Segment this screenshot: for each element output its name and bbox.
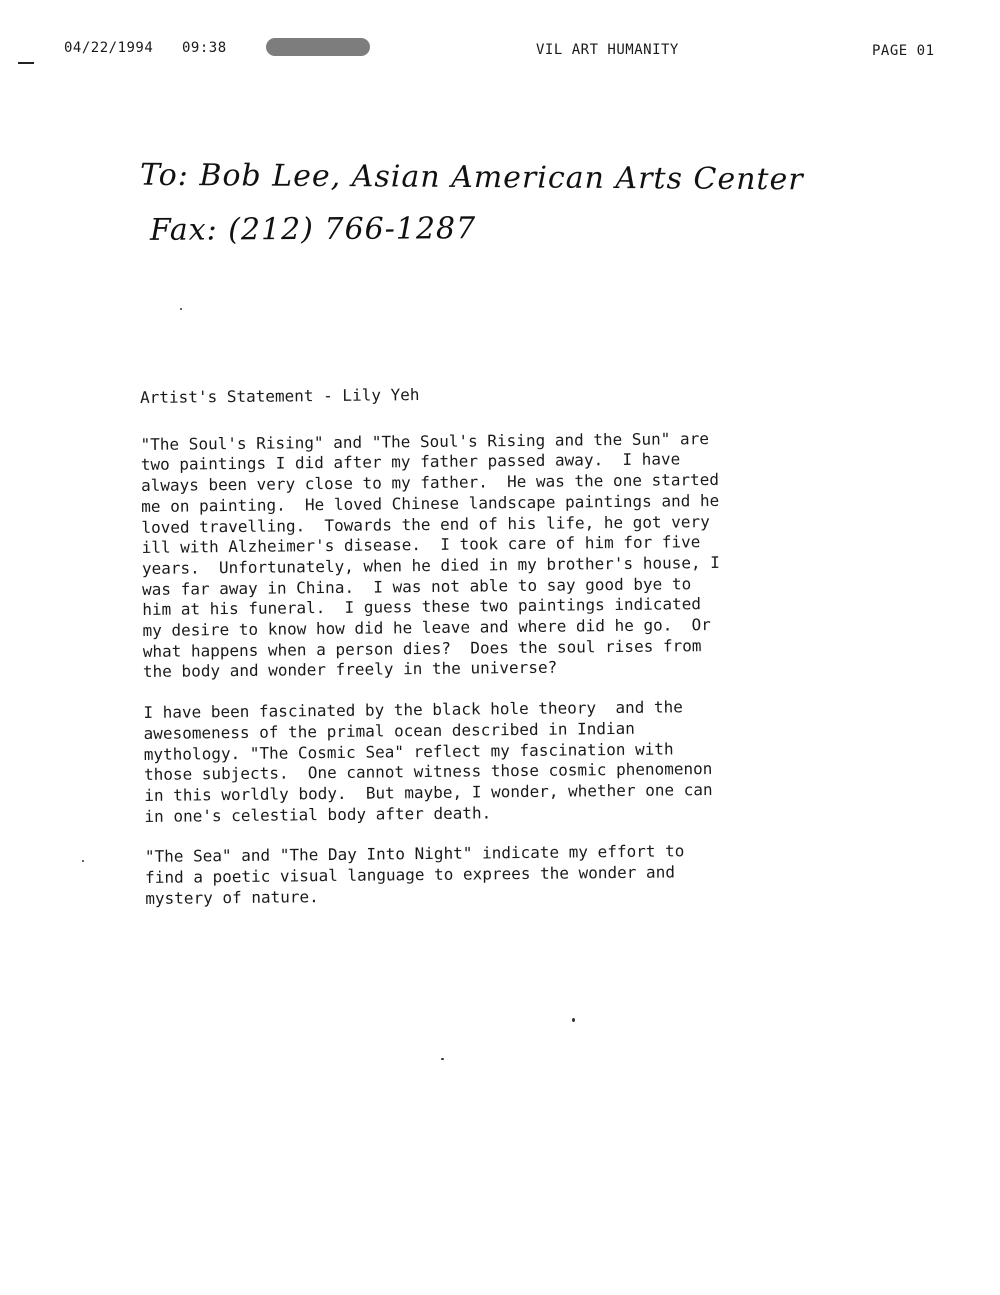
statement-paragraph	[145, 840, 886, 910]
statement-line: what happens when a person dies? Does the soul rises from	[142, 635, 702, 661]
statement-line: was far away in China. I was not able to say good bye to	[142, 573, 692, 599]
statement-line: "The Soul's Rising" and "The Soul's Rising and the Sun" are	[140, 428, 710, 454]
statement-line: I have been fascinated by the black hole theory and the	[143, 697, 683, 723]
statement-line: mystery of nature.	[145, 886, 319, 908]
fax-time: 09:38	[182, 40, 227, 56]
redacted-block	[266, 38, 370, 56]
statement-line: me on painting. He loved Chinese landscape paintings and he	[141, 490, 720, 516]
statement-line: two paintings I did after my father passed away. I have	[140, 449, 681, 475]
statement-paragraph	[140, 427, 883, 683]
statement-line: "The Sea" and "The Day Into Night" indicate my effort to	[144, 841, 685, 867]
statement-line: ill with Alzheimer's disease. I took care of him for five	[141, 532, 701, 558]
statement-line: years. Unfortunately, when he died in my brother's house, I	[141, 552, 720, 578]
statement-line: mythology. "The Cosmic Sea" reflect my fascination with	[143, 738, 674, 764]
statement-line: those subjects. One cannot witness those cosmic phenomenon	[143, 759, 713, 785]
fax-date: 04/22/1994	[64, 40, 154, 56]
artist-statement	[140, 380, 886, 929]
fax-sender: VIL ART HUMANITY	[536, 42, 679, 58]
handwritten-fax-number: Fax: (212) 766-1287	[149, 211, 477, 248]
statement-line: in one's celestial body after death.	[144, 803, 492, 826]
statement-line: awesomeness of the primal ocean described in Indian	[143, 718, 635, 743]
scan-speck	[82, 860, 84, 862]
statement-line: the body and wonder freely in the universe?	[142, 658, 558, 682]
statement-line: him at his funeral. I guess these two paintings indicated	[142, 594, 702, 620]
fax-header	[0, 40, 1000, 64]
statement-line: loved travelling. Towards the end of his life, he got very	[141, 511, 710, 537]
statement-paragraph	[143, 695, 884, 827]
statement-line: in this worldly body. But maybe, I wonder, whether one can	[144, 779, 713, 805]
scan-speck	[572, 1018, 575, 1022]
statement-line: my desire to know how did he leave and where did he go. Or	[142, 615, 711, 641]
statement-title: Artist's Statement - Lily Yeh	[140, 385, 420, 407]
margin-mark	[18, 62, 34, 64]
statement-line: always been very close to my father. He was the one started	[140, 470, 720, 496]
scan-speck	[441, 1058, 444, 1060]
statement-line: find a poetic visual language to exprees the wonder and	[145, 862, 676, 888]
fax-page-number: PAGE 01	[872, 43, 935, 59]
handwritten-recipient: To: Bob Lee, Asian American Arts Center	[139, 157, 804, 198]
scan-speck	[180, 308, 182, 310]
